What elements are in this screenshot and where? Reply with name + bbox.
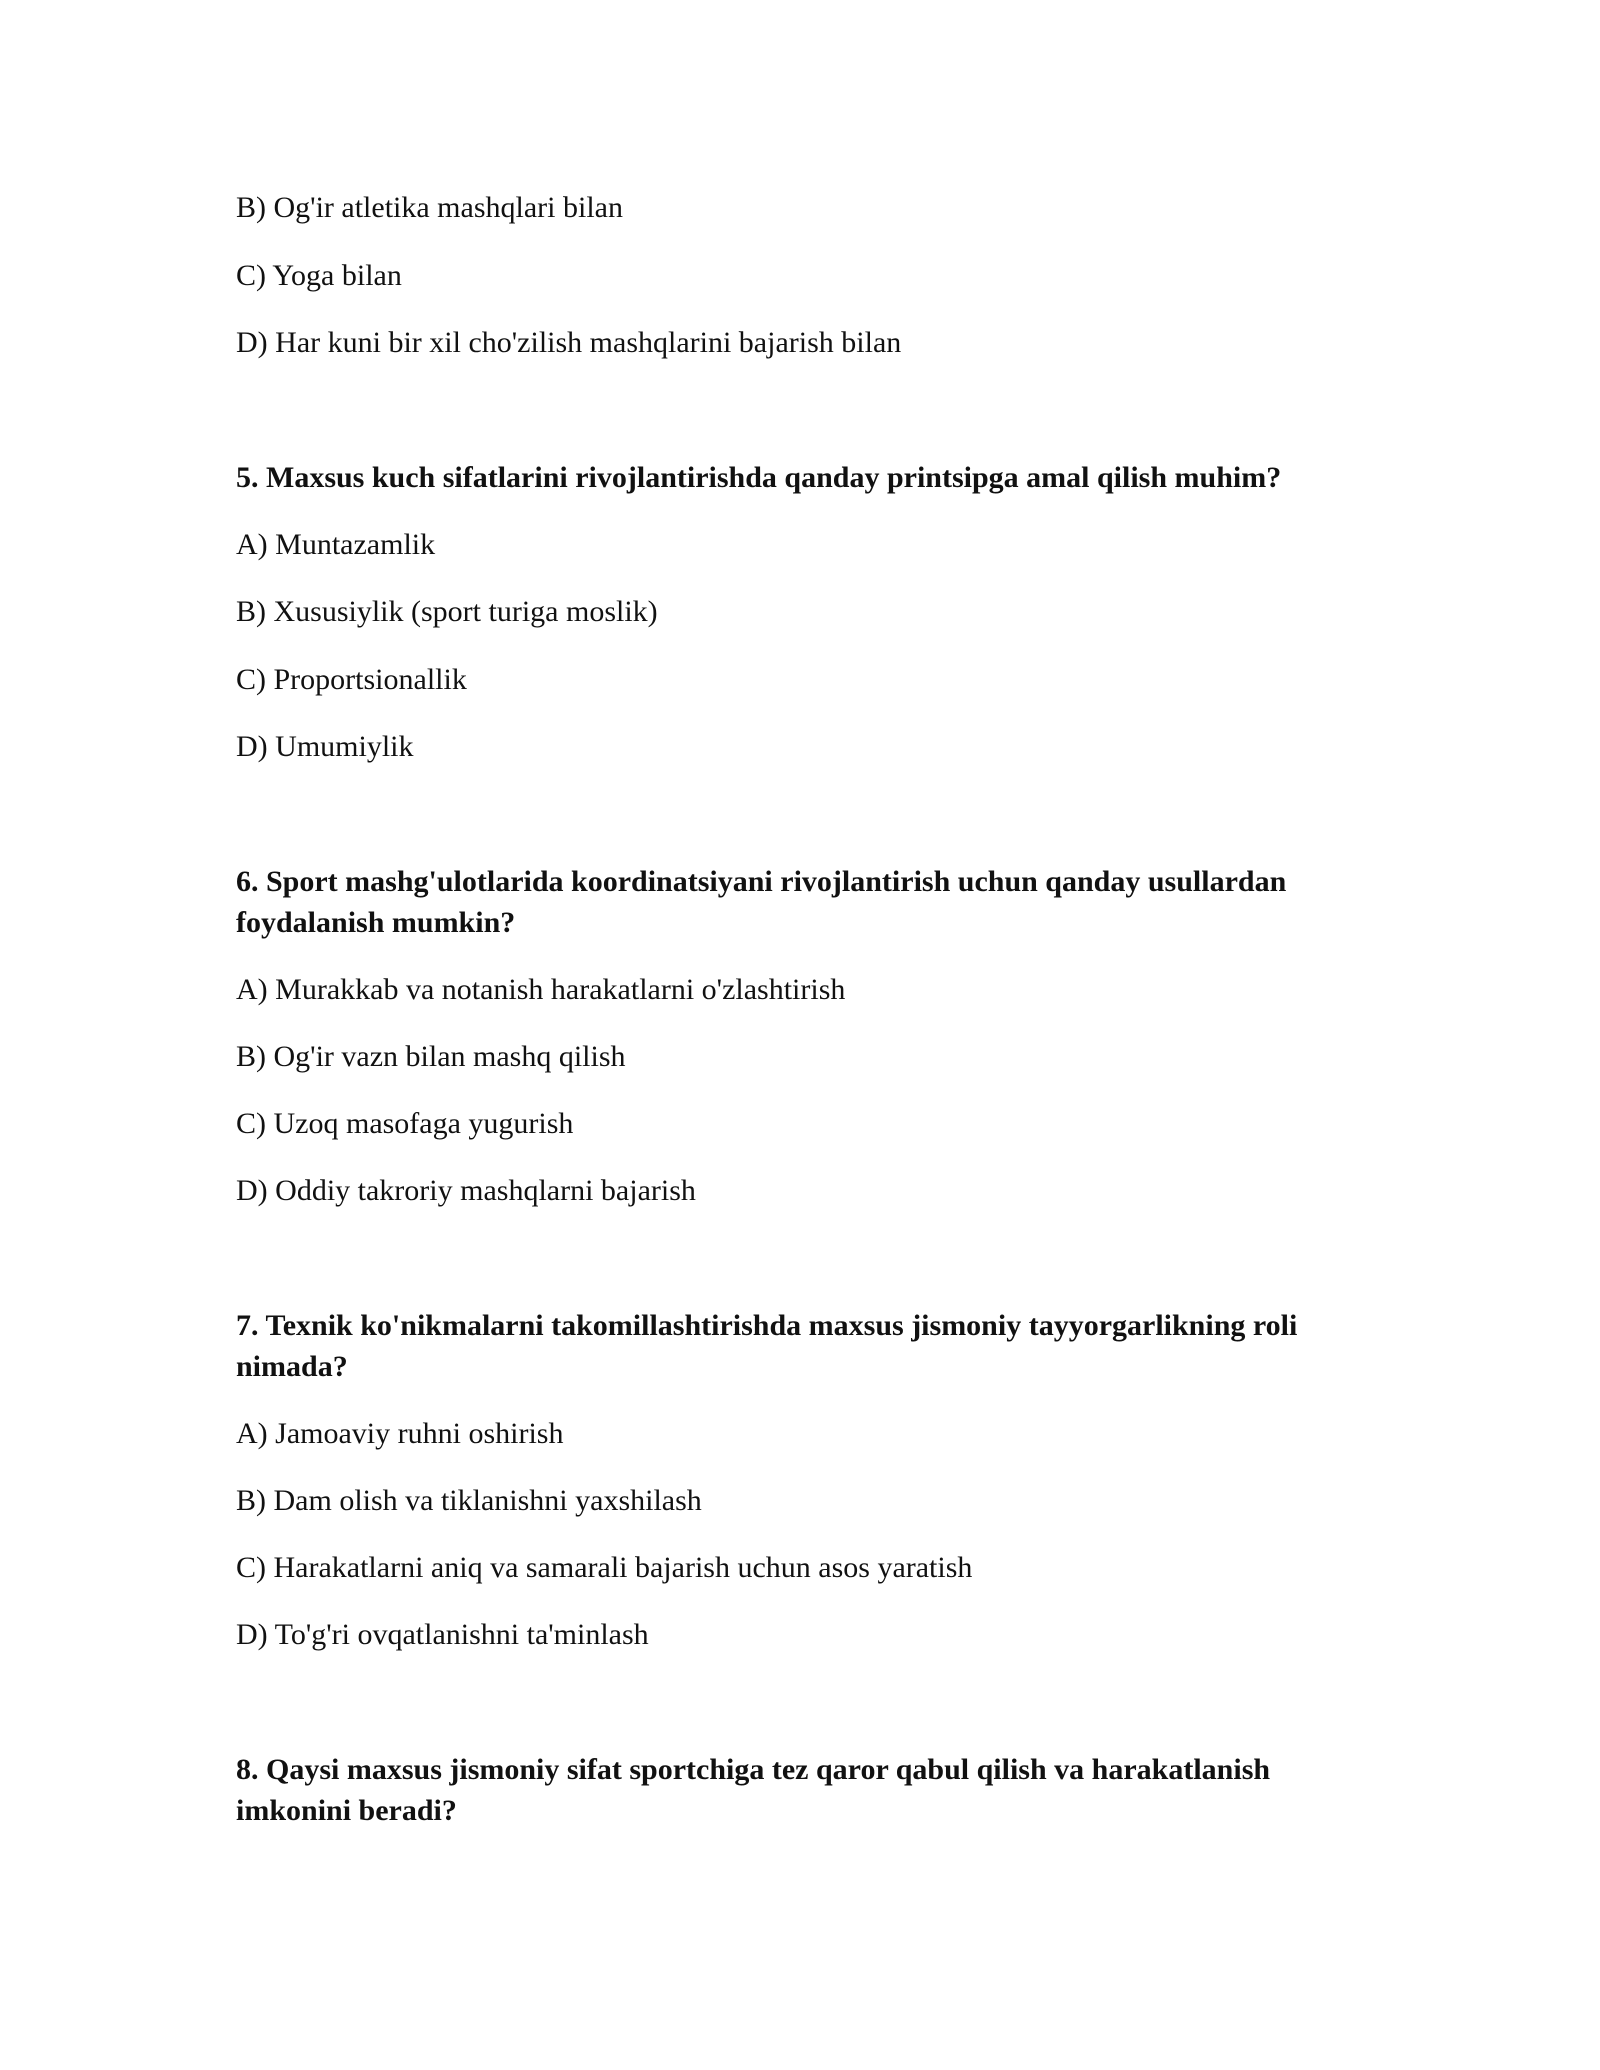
option-line: A) Jamoaviy ruhni oshirish	[236, 1417, 564, 1450]
option-line: B) Og'ir atletika mashqlari bilan	[236, 191, 623, 224]
option-line: D) Oddiy takroriy mashqlarni bajarish	[236, 1174, 696, 1207]
question-heading: 8. Qaysi maxsus jismoniy sifat sportchiga tez qaror qabul qilish va harakatlanish	[236, 1753, 1271, 1786]
option-line: D) Umumiylik	[236, 730, 414, 763]
question-heading-continuation: imkonini beradi?	[236, 1794, 457, 1827]
option-line: C) Yoga bilan	[236, 259, 402, 292]
option-line: B) Xususiylik (sport turiga moslik)	[236, 595, 658, 628]
option-line: A) Murakkab va notanish harakatlarni o'zlashtirish	[236, 973, 846, 1006]
option-line: A) Muntazamlik	[236, 528, 436, 561]
option-line: B) Og'ir vazn bilan mashq qilish	[236, 1040, 626, 1073]
question-heading: 5. Maxsus kuch sifatlarini rivojlantirishda qanday printsipga amal qilish muhim?	[236, 461, 1282, 494]
question-heading-continuation: nimada?	[236, 1350, 348, 1383]
question-heading: 6. Sport mashg'ulotlarida koordinatsiyani rivojlantirish uchun qanday usullardan	[236, 865, 1287, 898]
option-line: B) Dam olish va tiklanishni yaxshilash	[236, 1484, 702, 1517]
option-line: D) Har kuni bir xil cho'zilish mashqlarini bajarish bilan	[236, 326, 902, 359]
option-line: D) To'g'ri ovqatlanishni ta'minlash	[236, 1618, 649, 1651]
option-line: C) Proportsionallik	[236, 663, 467, 696]
option-line: C) Harakatlarni aniq va samarali bajarish uchun asos yaratish	[236, 1551, 973, 1584]
question-heading-continuation: foydalanish mumkin?	[236, 906, 516, 939]
option-line: C) Uzoq masofaga yugurish	[236, 1107, 574, 1140]
question-heading: 7. Texnik ko'nikmalarni takomillashtirishda maxsus jismoniy tayyorgarlikning roli	[236, 1309, 1298, 1342]
